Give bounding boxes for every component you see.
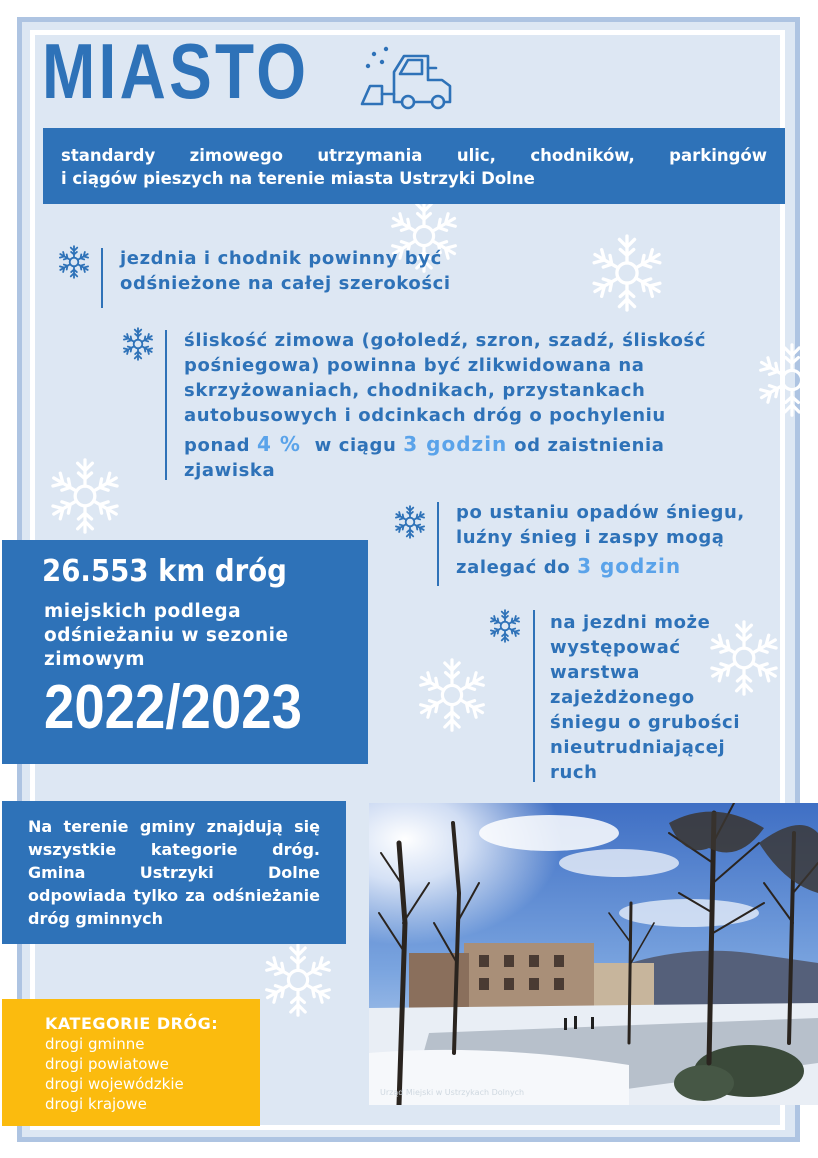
road-length-description: miejskich podlega odśnieżaniu w sezonie zimowym [44, 601, 289, 670]
snowflake-icon [487, 608, 523, 644]
standard-item-slipperiness: śliskość zimowa (gołoledź, szron, szadź, śliskość pośniegowa) powinna być zlikwidowana na skrzyżowaniach, chodnikach, przystankach autobusowych i odcinkach dróg o pochyleniu ponad 4 % w ciągu 3 godzin od zaistnienia zjawiska [184, 330, 707, 481]
snowflake-icon [120, 326, 156, 362]
page-title: MIASTO [42, 27, 310, 115]
snowflake-icon [258, 940, 338, 1020]
gmina-info-box: Na terenie gminy znajdują się wszystkie kategorie dróg. Gmina Ustrzyki Dolne odpowiada tylko za odśnieżanie dróg gminnych [2, 801, 346, 944]
snowflake-icon [392, 504, 428, 540]
category-item: drogi krajowe [45, 1095, 147, 1113]
divider [437, 502, 439, 586]
photo-credit: Urząd Miejski w Ustrzykach Dolnych [380, 1088, 525, 1097]
road-length-box [2, 540, 368, 764]
category-item: drogi wojewódzkie [45, 1075, 184, 1093]
snow-plow-icon [360, 46, 460, 110]
snowflake-icon [752, 340, 818, 420]
standard-item-width: jezdnia i chodnik powinny być odśnieżone na całej szerokości [120, 248, 451, 294]
road-categories-box [2, 999, 260, 1126]
category-item: drogi gminne [45, 1035, 145, 1053]
snowflake-icon [412, 655, 492, 735]
standard-item-snow-clearing: po ustaniu opadów śniegu, luźny śnieg i zaspy mogą zalegać do 3 godzin [456, 502, 745, 578]
snowflake-icon [56, 244, 92, 280]
categories-heading: KATEGORIE DRÓG: [45, 1014, 219, 1033]
standard-item-compacted-snow: na jezdni może występować warstwa zajeżdżonego śniegu o grubości nieutrudniającej ruch [550, 612, 741, 783]
divider [533, 610, 535, 782]
highlight-value: 3 godzin [577, 554, 682, 578]
road-length: 26.553 km dróg [42, 554, 287, 589]
divider [101, 248, 103, 308]
winter-street-photo [369, 803, 818, 1105]
snowflake-icon [585, 231, 669, 315]
divider [165, 330, 167, 480]
highlight-value: 3 godzin [403, 432, 508, 456]
highlight-value: 4 % [256, 432, 301, 456]
banner-line: standardy zimowego utrzymania ulic, chodników, parkingów [61, 146, 767, 165]
banner-line: i ciągów pieszych na terenie miasta Ustrzyki Dolne [61, 169, 535, 188]
snowflake-icon [44, 455, 126, 537]
season: 2022/2023 [44, 673, 302, 742]
category-item: drogi powiatowe [45, 1055, 169, 1073]
standards-banner [43, 128, 785, 204]
